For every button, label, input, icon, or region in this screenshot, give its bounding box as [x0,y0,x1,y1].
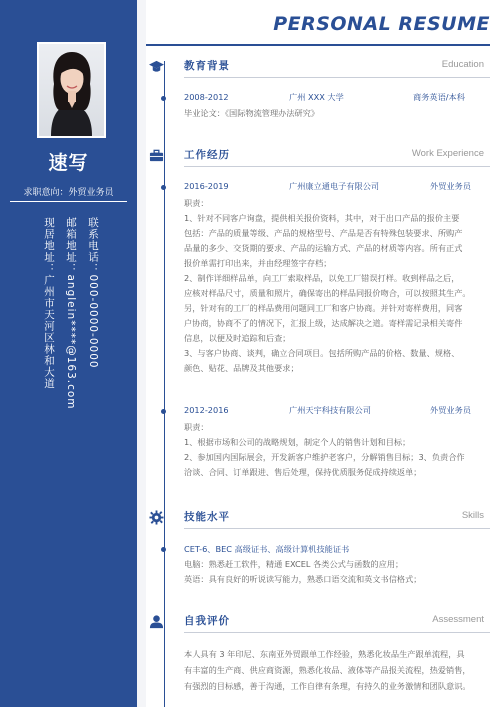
title-rule [146,44,490,46]
section-rule [184,77,490,78]
sidebar-divider [10,201,127,202]
job-company: 广州康立通电子有限公司 [289,181,380,191]
resume-title: PERSONAL RESUME [273,13,490,35]
job-role: 外贸业务员 [430,181,471,191]
duty-line: 应核对样品尺寸，质量和照片，确保寄出的样品同报价吻合，可以按照其生产。 [184,288,471,298]
duty-line: 1、针对不同客户询盘，提供相关报价资料，其中，对于出口产品的报价主要 [184,213,460,223]
duty-line: 职责： [184,422,209,432]
job-row [184,181,485,195]
section-title: 教育背景 [184,60,230,72]
duty-line: 颜色、贴花、品牌及其他要求； [184,363,299,373]
contact-phone: 联系电话：000-0000-0000 [87,217,99,369]
evaluation-text [184,646,485,694]
section-title-en: Work Experience [411,148,484,159]
job-company: 广州天宇科技有限公司 [289,405,371,415]
education-thesis: 毕业论文：《国际物流管理办法研究》 [184,108,320,118]
education-major: 商务英语/本科 [413,92,465,102]
section-title: 工作经历 [184,149,230,161]
skills-details [184,557,485,587]
section-evaluation [146,612,490,632]
job-duties [184,196,485,376]
contact-address: 现居地址：广州市天河区林和大道 [43,217,55,390]
sidebar [0,0,137,707]
contact-email: 邮箱地址：anglein****@163.com [65,217,77,410]
section-title-en: Assessment [432,614,484,625]
job-row [184,405,485,419]
graduation-cap-icon [149,59,164,74]
duty-line: 品量的多少、交货期的要求、产品的运输方式、产品的材质等内容。所有正式 [184,243,463,253]
column-gutter [137,0,146,707]
duty-line: 户协商，协商不了的情况下，汇报上级，达成解决之道。寄样需记录相关寄件 [184,318,463,328]
evaluation-line: 本人具有 3 年印尼、东南亚外贸跟单工作经验，熟悉化妆品生产跟单流程，具 [184,649,465,659]
section-title: 自我评价 [184,615,230,627]
section-title-en: Education [441,59,484,70]
section-rule [184,632,490,633]
briefcase-icon [149,148,164,163]
gear-icon [149,510,164,525]
skill-line: 英语：具有良好的听说读写能力，熟悉口语交流和英文书信格式； [184,574,422,584]
candidate-name: 速写 [48,152,89,174]
section-title: 技能水平 [184,511,230,523]
job-period: 2016-2019 [184,181,229,191]
duty-line: 3、与客户协商、谈判，确立合同项目。包括所购产品的价格、数量、规格、 [184,348,460,358]
section-work [146,146,490,166]
duty-line: 2、参加国内国际展会，开发新客户维护老客户，分解销售目标；3、负责合作 [184,452,465,462]
section-rule [184,528,490,529]
job-period: 2012-2016 [184,405,229,415]
profile-photo [37,42,106,138]
skills-certificates: CET-6、BEC 高级证书、高级计算机技能证书 [184,544,350,554]
user-icon [149,614,164,629]
timeline-dot [161,547,166,552]
job-duties [184,420,485,480]
duty-line: 洽谈、合同、订单跟进、售后处理，保持优质服务促成持续返单； [184,467,422,477]
duty-line: 报价单需打印出来，并由经理签字存档； [184,258,332,268]
duty-line: 另，针对有的工厂的样品费用问题同工厂和客户协商。并针对寄样费用，同客 [184,303,463,313]
job-role: 外贸业务员 [430,405,471,415]
job-intent: 求职意向：外贸业务员 [23,188,114,198]
timeline-dot [161,185,166,190]
timeline-dot [161,409,166,414]
education-period: 2008-2012 [184,92,229,102]
duty-line: 信息，以便及时追踪和后查； [184,333,291,343]
duty-line: 职责： [184,198,209,208]
duty-line: 2、制作详细样品单，向工厂索取样品，以免工厂错误打样。收到样品之后， [184,273,460,283]
evaluation-line: 有强烈的目标感，善于沟通，工作自律有条理，有持久的业务激情和团队意识。 [184,681,471,691]
skill-line: 电脑：熟悉赶工软件，精通 EXCEL 各类公式与函数的应用； [184,559,404,569]
education-school: 广州 XXX 大学 [289,92,344,102]
portrait-image [39,44,104,136]
duty-line: 包括：产品的质量等级、产品的规格型号、产品是否有特殊包装要求、所购产 [184,228,463,238]
section-rule [184,166,490,167]
duty-line: 1、根据市场和公司的战略规划，制定个人的销售计划和目标； [184,437,411,447]
section-title-en: Skills [461,510,484,521]
evaluation-line: 有丰富的生产商、供应商资源，熟悉化妆品、液体等产品报关流程，热爱销售， [184,665,471,675]
section-skills [146,508,490,528]
timeline-dot [161,96,166,101]
education-row [184,92,485,106]
section-education [146,57,490,77]
